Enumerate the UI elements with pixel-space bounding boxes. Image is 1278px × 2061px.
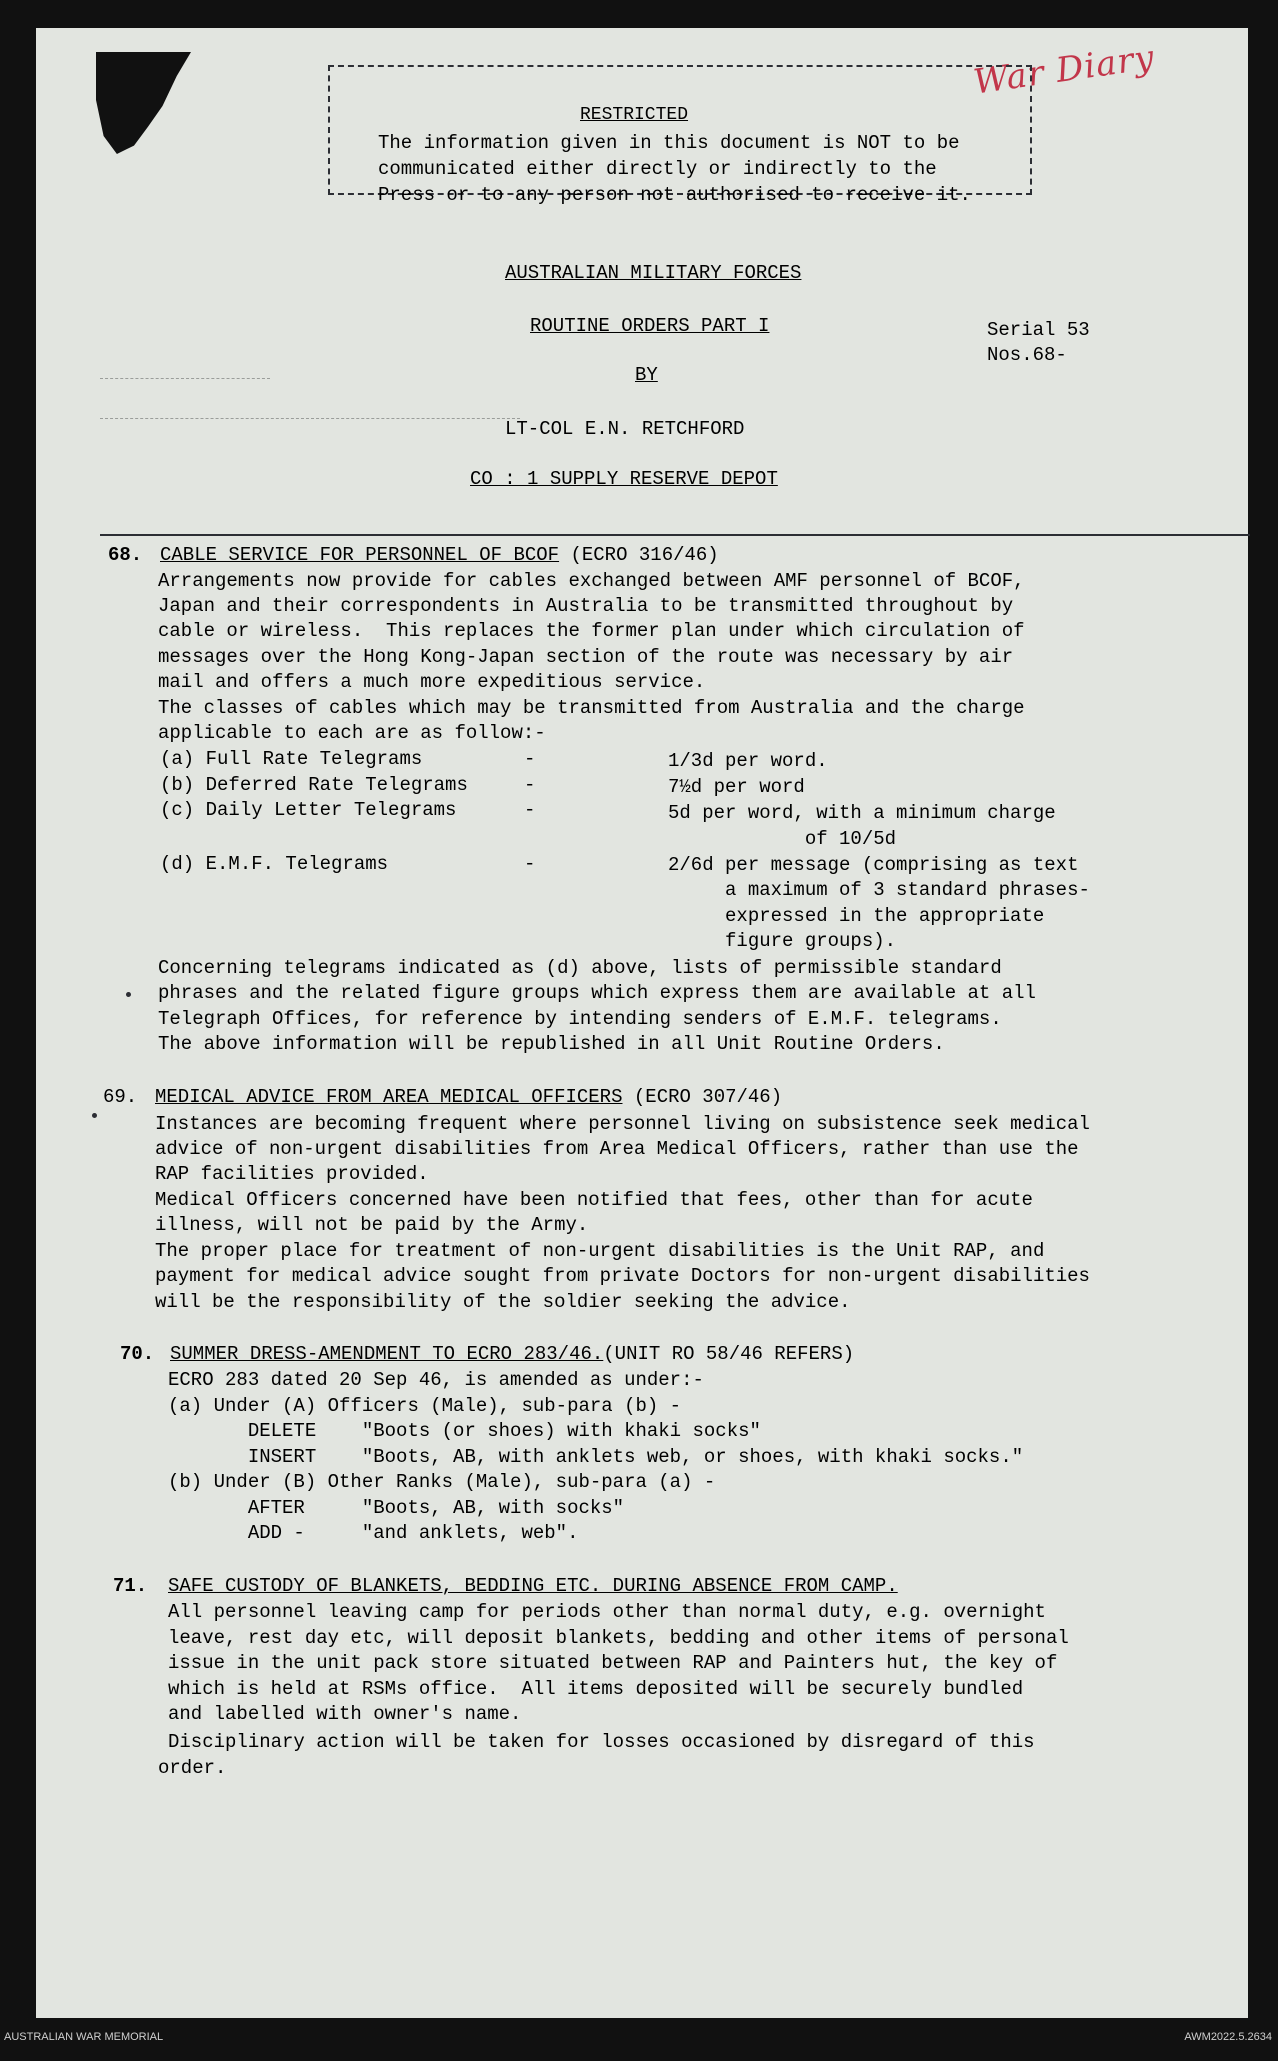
rate-charge: of 10/5d — [668, 828, 897, 850]
body-line: advice of non-urgent disabilities from Area Medical Officers, rather than use the — [155, 1138, 1079, 1160]
body-line: cable or wireless. This replaces the former plan under which circulation of — [158, 620, 1025, 642]
body-line: Medical Officers concerned have been notified that fees, other than for acute — [155, 1189, 1033, 1211]
restricted-line: The information given in this document is NOT to be — [378, 132, 960, 154]
footer-right: AWM2022.5.2634 — [1184, 2031, 1272, 2043]
body-line: Disciplinary action will be taken for losses occasioned by disregard of this — [168, 1731, 1035, 1753]
serial-number: Serial 53 — [987, 319, 1090, 341]
restricted-title: RESTRICTED — [580, 105, 689, 125]
body-line: will be the responsibility of the soldier seeking the advice. — [155, 1291, 851, 1313]
serial-block — [987, 318, 1090, 368]
dashed-mark — [100, 418, 520, 419]
rate-label: (b) Deferred Rate Telegrams — [160, 774, 468, 796]
unit-heading: CO : 1 SUPPLY RESERVE DEPOT — [470, 468, 778, 490]
body-line: phrases and the related figure groups which express them are available at all — [158, 982, 1036, 1004]
body-line: applicable to each are as follow:- — [158, 722, 546, 744]
bullet-mark — [126, 992, 131, 997]
body-line: The proper place for treatment of non-urgent disabilities is the Unit RAP, and — [155, 1240, 1045, 1262]
item-title-text: SUMMER DRESS-AMENDMENT TO ECRO 283/46. — [170, 1343, 604, 1365]
rate-charge: 7½d per word — [668, 776, 805, 798]
bullet-mark — [92, 1113, 97, 1118]
body-line: Concerning telegrams indicated as (d) above, lists of permissible standard — [158, 957, 1002, 979]
item-number: 68. — [108, 544, 143, 566]
item-number: 69. — [103, 1086, 138, 1108]
item-title — [160, 544, 719, 566]
rate-label: (a) Full Rate Telegrams — [160, 748, 423, 770]
footer-left: AUSTRALIAN WAR MEMORIAL — [4, 2031, 164, 2043]
body-line: Instances are becoming frequent where personnel living on subsistence seek medical — [155, 1113, 1090, 1135]
body-line: AFTER "Boots, AB, with socks" — [168, 1497, 625, 1519]
item-number: 71. — [113, 1575, 148, 1597]
dashed-mark — [100, 378, 270, 379]
rate-charge: expressed in the appropriate — [668, 905, 1045, 927]
body-line: ECRO 283 dated 20 Sep 46, is amended as under:- — [168, 1369, 704, 1391]
rate-dash: - — [524, 748, 536, 770]
rate-label: (d) E.M.F. Telegrams — [160, 853, 389, 875]
rate-charge: 1/3d per word. — [668, 750, 828, 772]
rate-charge: figure groups). — [668, 930, 897, 952]
rate-charge: a maximum of 3 standard phrases- — [668, 879, 1090, 901]
body-line: The above information will be republished in all Unit Routine Orders. — [158, 1033, 945, 1055]
body-line: Arrangements now provide for cables exchanged between AMF personnel of BCOF, — [158, 570, 1025, 592]
orders-heading: ROUTINE ORDERS PART I — [530, 315, 770, 337]
commander-heading: LT-COL E.N. RETCHFORD — [505, 418, 745, 440]
body-line: RAP facilities provided. — [155, 1163, 429, 1185]
section-rule — [100, 534, 1250, 536]
body-line: messages over the Hong Kong-Japan section of the route was necessary by air — [158, 646, 1014, 668]
body-line: Japan and their correspondents in Australia to be transmitted throughout by — [158, 595, 1014, 617]
rate-dash: - — [524, 853, 536, 875]
restricted-text — [378, 130, 1058, 208]
body-line: INSERT "Boots, AB, with anklets web, or shoes, with khaki socks." — [168, 1446, 1024, 1468]
body-line: Telegraph Offices, for reference by intending senders of E.M.F. telegrams. — [158, 1008, 1002, 1030]
item-title — [168, 1575, 898, 1597]
rate-charge: 2/6d per message (comprising as text — [668, 854, 1079, 876]
rate-label: (c) Daily Letter Telegrams — [160, 799, 457, 821]
item-title — [170, 1343, 854, 1365]
body-line: which is held at RSMs office. All items deposited will be securely bundled — [168, 1678, 1024, 1700]
body-line: The classes of cables which may be transmitted from Australia and the charge — [158, 697, 1025, 719]
body-line: (a) Under (A) Officers (Male), sub-para (b) - — [168, 1395, 682, 1417]
item-ref: (UNIT RO 58/46 REFERS) — [603, 1343, 855, 1365]
body-line: DELETE "Boots (or shoes) with khaki socks" — [168, 1420, 761, 1442]
body-line: All personnel leaving camp for periods other than normal duty, e.g. overnight — [168, 1601, 1046, 1623]
item-title-text: MEDICAL ADVICE FROM AREA MEDICAL OFFICERS — [155, 1086, 623, 1108]
handwritten-annotation: War Diary — [971, 37, 1158, 103]
body-line: and labelled with owner's name. — [168, 1703, 522, 1725]
body-line: mail and offers a much more expeditious service. — [158, 671, 706, 693]
rate-dash: - — [524, 774, 536, 796]
body-line: order. — [158, 1757, 227, 1779]
torn-corner — [96, 52, 191, 172]
by-heading: BY — [635, 364, 658, 386]
footer — [0, 2031, 1278, 2049]
item-ref: (ECRO 316/46) — [559, 544, 719, 566]
body-line: issue in the unit pack store situated between RAP and Painters hut, the key of — [168, 1652, 1058, 1674]
rate-charge: 5d per word, with a minimum charge — [668, 802, 1056, 824]
body-line: leave, rest day etc, will deposit blankets, bedding and other items of personal — [168, 1627, 1069, 1649]
nos-number: Nos.68- — [987, 344, 1067, 366]
body-line: (b) Under (B) Other Ranks (Male), sub-para (a) - — [168, 1471, 716, 1493]
item-title — [155, 1086, 782, 1108]
rate-dash: - — [524, 799, 536, 821]
item-ref: (ECRO 307/46) — [622, 1086, 783, 1108]
restricted-line: Press or to any person not authorised to receive it. — [378, 184, 971, 206]
item-title-text: CABLE SERVICE FOR PERSONNEL OF BCOF — [160, 544, 560, 566]
org-heading: AUSTRALIAN MILITARY FORCES — [505, 262, 802, 284]
restricted-line: communicated either directly or indirectly to the — [378, 158, 937, 180]
item-number: 70. — [120, 1343, 155, 1365]
item-title-text: SAFE CUSTODY OF BLANKETS, BEDDING ETC. DURING ABSENCE FROM CAMP. — [168, 1575, 898, 1597]
body-line: payment for medical advice sought from private Doctors for non-urgent disabilities — [155, 1265, 1090, 1287]
body-line: ADD - "and anklets, web". — [168, 1522, 579, 1544]
body-line: illness, will not be paid by the Army. — [155, 1214, 589, 1236]
